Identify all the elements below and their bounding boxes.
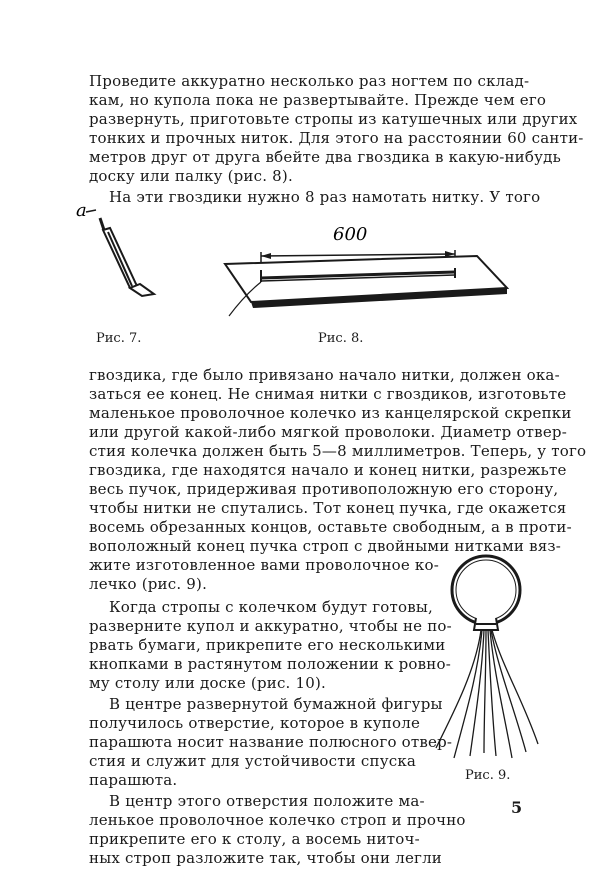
text-line: парашюта.: [89, 771, 178, 789]
text-line: ных строп разложите так, чтобы они легли: [89, 849, 443, 867]
text-line: рвать бумаги, прикрепите его несколькими: [89, 636, 446, 654]
text-line: получилось отверстие, которое в куполе: [89, 714, 421, 732]
figure-7-label: a: [76, 200, 87, 221]
text-line: гвоздика, где было привязано начало нитки, должен ока-: [89, 366, 560, 384]
text-line: му столу или доске (рис. 10).: [89, 674, 326, 692]
text-line: весь пучок, придерживая противоположную его сторону,: [89, 480, 559, 498]
text-line: прикрепите его к столу, а восемь ниточ-: [89, 830, 420, 848]
text-line: метров друг от друга вбейте два гвоздика в какую-нибудь: [89, 148, 561, 166]
text-line: восемь обрезанных концов, оставьте свободным, а в проти-: [89, 518, 572, 536]
text-line: ленькое проволочное колечко строп и прочно: [89, 811, 466, 829]
text-line: развернуть, приготовьте стропы из катушечных или других: [89, 110, 578, 128]
figure-9-caption: Рис. 9.: [465, 768, 511, 783]
page-number: 5: [511, 798, 523, 817]
text-line: стия колечка должен быть 5—8 миллиметров. Теперь, у того: [89, 442, 587, 460]
text-line: жите изготовленное вами проволочное ко-: [89, 556, 440, 574]
text-line: стия и служит для устойчивости спуска: [89, 752, 417, 770]
text-line: или другой какой-либо мягкой проволоки. Диаметр отвер-: [89, 423, 567, 441]
text-line: Проведите аккуратно несколько раз ногтем по склад-: [89, 72, 530, 90]
text-line: кам, но купола пока не развертывайте. Прежде чем его: [89, 91, 547, 109]
figure-8-caption: Рис. 8.: [318, 331, 364, 346]
text-line: Когда стропы с колечком будут готовы,: [109, 598, 433, 616]
text-line: парашюта носит название полюсного отвер-: [89, 733, 453, 751]
text-line: В центре развернутой бумажной фигуры: [109, 695, 443, 713]
figure-7-knife: [70, 200, 180, 310]
text-line: кнопками в растянутом положении к ровно-: [89, 655, 452, 673]
text-line: В центр этого отверстия положите ма-: [109, 792, 425, 810]
figure-8-dimension: 600: [333, 224, 368, 245]
text-line: гвоздика, где находятся начало и конец нитки, разрежьте: [89, 461, 567, 479]
text-line: лечко (рис. 9).: [89, 575, 208, 593]
figure-7-caption: Рис. 7.: [96, 331, 142, 346]
figure-9-ring-with-strings: [426, 548, 546, 768]
figure-8-board: [215, 220, 535, 340]
text-line: маленькое проволочное колечко из канцелярской скрепки: [89, 404, 572, 422]
text-line: разверните купол и аккуратно, чтобы не по-: [89, 617, 452, 635]
text-line: доску или палку (рис. 8).: [89, 167, 293, 185]
text-line: тонких и прочных ниток. Для этого на расстоянии 60 санти-: [89, 129, 584, 147]
text-line: заться ее конец. Не снимая нитки с гвоздиков, изготовьте: [89, 385, 567, 403]
text-line: чтобы нитки не спутались. Тот конец пучка, где окажется: [89, 499, 567, 517]
text-line: На эти гвоздики нужно 8 раз намотать нитку. У того: [109, 188, 541, 206]
text-line: воположный конец пучка строп с двойными нитками вяз-: [89, 537, 562, 555]
